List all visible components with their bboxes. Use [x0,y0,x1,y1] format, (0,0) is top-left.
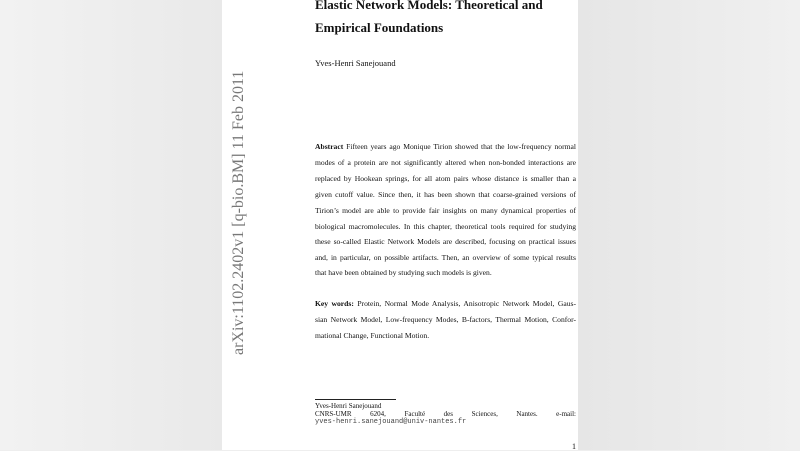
abstract-line: biological macromolecules. In this chapter, theoretical tools required for studying [315,222,576,231]
abstract-label: Abstract [315,142,344,151]
keywords-label: Key words: [315,299,354,308]
keywords-line: sian Network Model, Low-frequency Modes, B-factors, Thermal Motion, Confor- [315,315,576,324]
keywords-line [315,299,576,309]
keywords-line: mational Change, Functional Motion. [315,331,430,340]
footnote-affiliation: CNRS-UMR 6204, Faculté des Sciences, Nantes. e-mail: [315,410,576,418]
abstract-line [315,142,576,152]
background-right [578,0,800,450]
abstract-line: modes of a protein are not significantly altered when non-bonded interactions are [315,158,576,167]
abstract-line: and, in particular, on possible artifacts. Then, an overview of some typical results [315,253,576,262]
abstract-line: Tirion’s model are able to provide fair insights on many dynamical properties of [315,206,576,215]
background-left [0,0,222,450]
abstract-line: replaced by Hookean springs, for all atom pairs whose distance is smaller than a [315,174,576,183]
abstract-text: Fifteen years ago Monique Tirion showed that the low-frequency normal [346,142,576,151]
keywords-text: Protein, Normal Mode Analysis, Anisotropic Network Model, Gaus- [357,299,576,308]
title-line-1: Elastic Network Models: Theoretical and [315,0,543,12]
author: Yves-Henri Sanejouand [315,58,396,68]
abstract-line: that have been obtained by studying such models is given. [315,268,492,277]
title-line-2: Empirical Foundations [315,20,444,35]
arxiv-stamp: arXiv:1102.2402v1 [q-bio.BM] 11 Feb 2011 [230,70,247,355]
footnote-rule [315,399,396,400]
page-number: 1 [572,442,576,451]
abstract-line: these so-called Elastic Network Models are described, focusing on practical issues [315,237,576,246]
abstract-line: given cutoff value. Since then, it has been shown that coarse-grained versions of [315,190,576,199]
footnote-email[interactable]: yves-henri.sanejouand@univ-nantes.fr [315,418,467,426]
footnote-name: Yves-Henri Sanejouand [315,402,382,410]
